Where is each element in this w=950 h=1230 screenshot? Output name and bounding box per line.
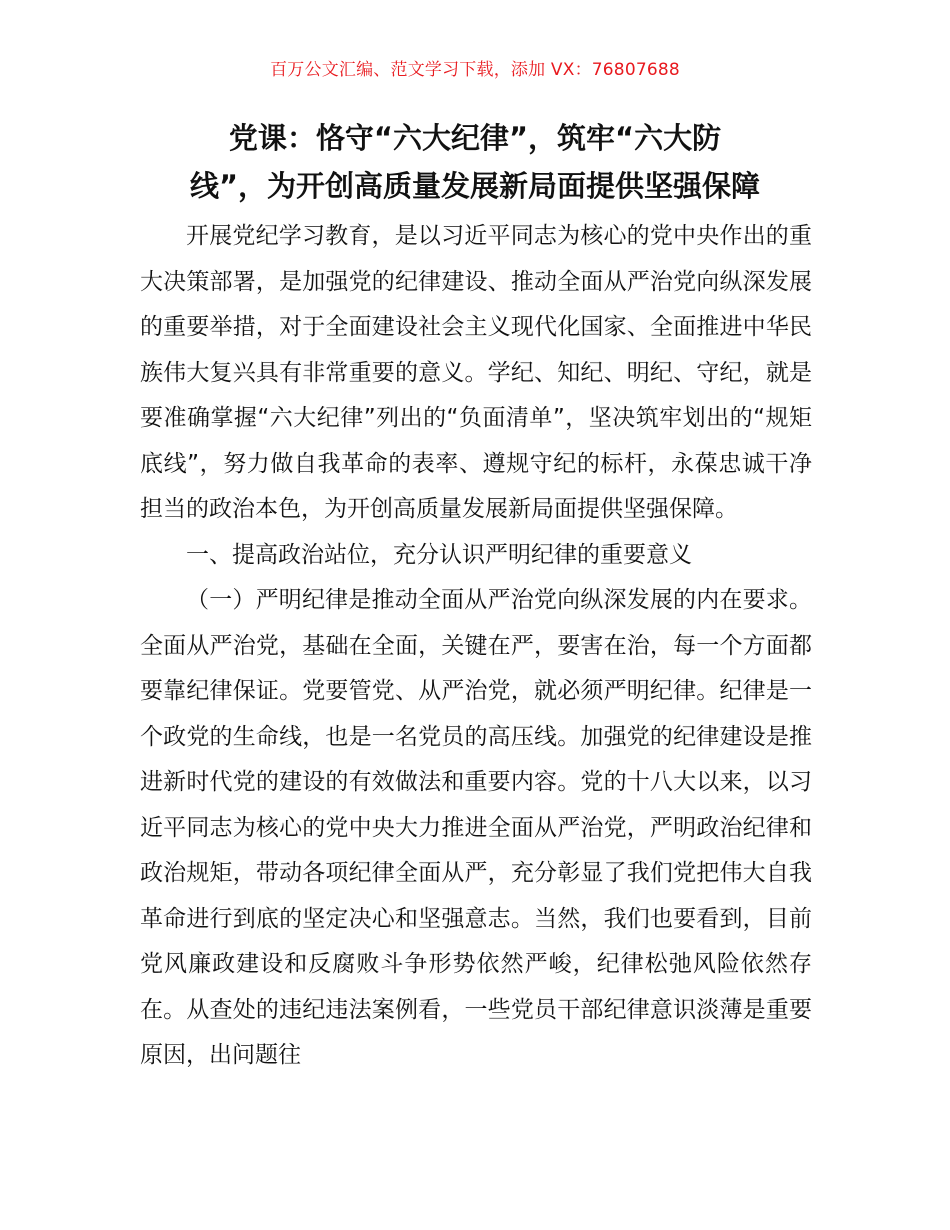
title-line-1: 党课：恪守“六大纪律”，筑牢“六大防 <box>228 121 722 155</box>
section-heading-1: 一、提高政治站位，充分认识严明纪律的重要意义 <box>186 541 692 568</box>
document-body <box>140 214 812 1079</box>
document-title <box>140 114 810 210</box>
paragraph-intro: 开展党纪学习教育，是以习近平同志为核心的党中央作出的重大决策部署，是加强党的纪律建设、推动全面从严治党向纵深发展的重要举措，对于全面建设社会主义现代化国家、全面推进中华民族伟大复兴具有非常重要的意义。学纪、知纪、明纪、守纪，就是要准确掌握“六大纪律”列出的“负面清单”，坚决筑牢划出的“规矩底线”，努力做自我革命的表率、遵规守纪的标杆，永葆忠诚干净担当的政治本色，为开创高质量发展新局面提供坚强保障。 <box>140 223 812 522</box>
header-watermark-note: 百万公文汇编、范文学习下载，添加 VX：76807688 <box>270 60 680 80</box>
paragraph-subsection-1: （一）严明纪律是推动全面从严治党向纵深发展的内在要求。全面从严治党，基础在全面，关键在严，要害在治，每一个方面都要靠纪律保证。党要管党、从严治党，就必须严明纪律。纪律是一个政党的生命线，也是一名党员的高压线。加强党的纪律建设是推进新时代党的建设的有效做法和重要内容。党的十八大以来，以习近平同志为核心的党中央大力推进全面从严治党，严明政治纪律和政治规矩，带动各项纪律全面从严，充分彰显了我们党把伟大自我革命进行到底的坚定决心和坚强意志。当然，我们也要看到，目前党风廉政建设和反腐败斗争形势依然严峻，纪律松弛风险依然存在。从查处的违纪违法案例看，一些党员干部纪律意识淡薄是重要原因，出问题往 <box>140 587 812 1068</box>
title-line-2: 线”，为开创高质量发展新局面提供坚强保障 <box>189 169 761 203</box>
